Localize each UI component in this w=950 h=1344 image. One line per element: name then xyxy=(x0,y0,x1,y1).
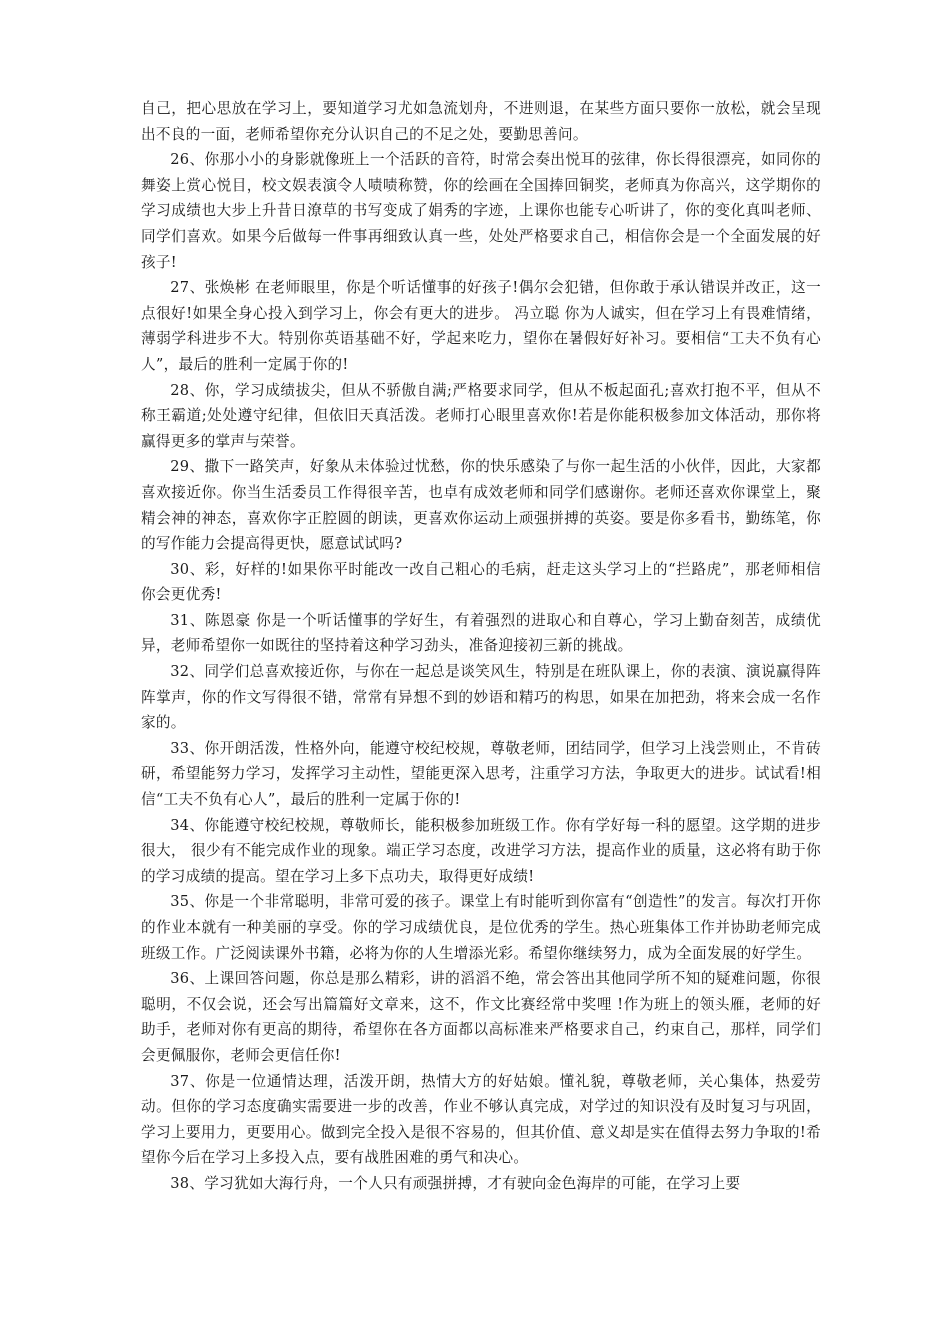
paragraph-27: 27、张焕彬 在老师眼里，你是个听话懂事的好孩子!偶尔会犯错，但你敢于承认错误并改正，这一点很好!如果全身心投入到学习上，你会有更大的进步。 冯立聪 你为人诚实，但在学习上有畏难情绪，薄弱学科进步不大。特别你英语基础不好，学起来吃力，望你在暑假好好补习。要相信“工夫不负有心人”，最后的胜利一定属于你的! xyxy=(141,279,821,373)
paragraph-31: 31、陈恩豪 你是一个听话懂事的学好生，有着强烈的进取心和自尊心，学习上勤奋刻苦，成绩优异，老师希望你一如既往的坚持着这种学习劲头，准备迎接初三新的挑战。 xyxy=(141,611,821,655)
paragraph-26: 26、你那小小的身影就像班上一个活跃的音符，时常会奏出悦耳的弦律，你长得很漂亮，如同你的舞姿上赏心悦目，校文娱表演令人啧啧称赞，你的绘画在全国捧回铜奖，老师真为你高兴，这学期你的学习成绩也大步上升昔日潦草的书写变成了娟秀的字迹，上课你也能专心听讲了，你的变化真叫老师、同学们喜欢。如果今后做每一件事再细致认真一些，处处严格要求自己，相信你会是一个全面发展的好孩子! xyxy=(141,151,821,271)
paragraph-34: 34、你能遵守校纪校规，尊敬师长，能积极参加班级工作。你有学好每一科的愿望。这学期的进步很大， 很少有不能完成作业的现象。端正学习态度，改进学习方法，提高作业的质量，这必将有助于你的学习成绩的提高。望在学习上多下点功夫，取得更好成绩! xyxy=(141,816,821,885)
paragraph-30: 30、彩，好样的!如果你平时能改一改自己粗心的毛病，赶走这头学习上的“拦路虎”，那老师相信你会更优秀! xyxy=(141,560,821,604)
paragraph-32: 32、同学们总喜欢接近你，与你在一起总是谈笑风生，特别是在班队课上，你的表演、演说赢得阵阵掌声，你的作文写得很不错，常常有异想不到的妙语和精巧的构思，如果在加把劲，将来会成一名作家的。 xyxy=(141,663,821,732)
document-body xyxy=(141,96,821,1197)
paragraph-38: 38、学习犹如大海行舟，一个人只有顽强拼搏，才有驶向金色海岸的可能，在学习上要 xyxy=(170,1174,741,1192)
paragraph-continued: 自己，把心思放在学习上，要知道学习尤如急流划舟，不进则退，在某些方面只要你一放松，就会呈现出不良的一面，老师希望你充分认识自己的不足之处，要勤思善问。 xyxy=(141,100,821,143)
paragraph-33: 33、你开朗活泼，性格外向，能遵守校纪校规，尊敬老师，团结同学，但学习上浅尝则止，不肯砖研，希望能努力学习，发挥学习主动性，望能更深入思考，注重学习方法，争取更大的进步。试试看!相信“工夫不负有心人”，最后的胜利一定属于你的! xyxy=(141,739,821,809)
paragraph-35: 35、你是一个非常聪明，非常可爱的孩子。课堂上有时能听到你富有“创造性”的发言。每次打开你的作业本就有一种美丽的享受。你的学习成绩优良，是位优秀的学生。热心班集体工作并协助老师完成班级工作。广泛阅读课外书籍，必将为你的人生增添光彩。希望你继续努力，成为全面发展的好学生。 xyxy=(141,893,821,962)
paragraph-37: 37、你是一位通情达理，活泼开朗，热情大方的好姑娘。懂礼貌，尊敬老师，关心集体，热爱劳动。但你的学习态度确实需要进一步的改善，作业不够认真完成，对学过的知识没有及时复习与巩固，学习上要用力，更要用心。做到完全投入是很不容易的，但其价值、意义却是实在值得去努力争取的!希望你今后在学习上多投入点，要有战胜困难的勇气和决心。 xyxy=(141,1072,821,1167)
paragraph-28: 28、你，学习成绩拔尖，但从不骄傲自满;严格要求同学，但从不板起面孔;喜欢打抱不平，但从不称王霸道;处处遵守纪律，但依旧天真活泼。老师打心眼里喜欢你!若是你能积极参加文体活动，那你将赢得更多的掌声与荣誉。 xyxy=(141,381,821,450)
paragraph-29: 29、撒下一路笑声，好象从未体验过忧愁，你的快乐感染了与你一起生活的小伙伴，因此，大家都喜欢接近你。你当生活委员工作得很辛苦，也卓有成效老师和同学们感谢你。老师还喜欢你课堂上，聚精会神的神态，喜欢你字正腔圆的朗读，更喜欢你运动上顽强拼搏的英姿。要是你多看书，勤练笔，你的写作能力会提高得更快，愿意试试吗? xyxy=(141,458,821,553)
paragraph-36: 36、上课回答问题，你总是那么精彩，讲的滔滔不绝，常会答出其他同学所不知的疑难问题，你很聪明，不仅会说，还会写出篇篇好文章来，这不，作文比赛经常中奖哩 !作为班上的领头雁，老师的好助手，老师对你有更高的期待，希望你在各方面都以高标准来严格要求自己，约束自己，那样，同学们会更佩服你，老师会更信任你! xyxy=(141,970,821,1064)
